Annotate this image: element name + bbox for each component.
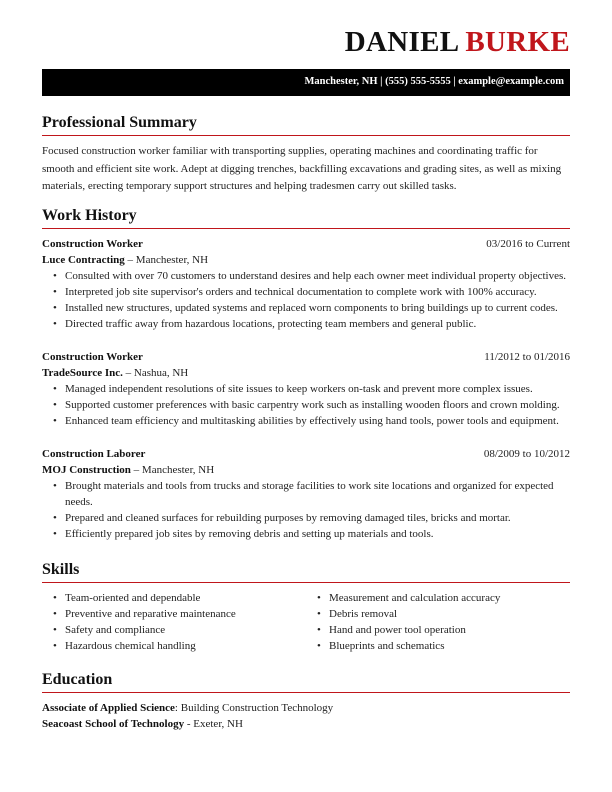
- job-entry: [42, 236, 570, 332]
- section-heading: Skills: [42, 561, 570, 583]
- skill-item: • Measurement and calculation accuracy: [306, 590, 570, 606]
- job-bullet: • Enhanced team efficiency and multitasking abilities by effectively using hand tools, power tools and equipment.: [42, 413, 570, 429]
- skill-item: • Hazardous chemical handling: [42, 638, 306, 654]
- summary-text: Focused construction worker familiar with transporting supplies, operating machines and coordinating traffic for smooth and efficient site work. Adept at digging trenches, backfilling excavations and grading sites, as well as mixing materials, erecting temporary support structures and helping tradesmen carry out skilled tasks.: [42, 145, 562, 192]
- degree-line: [42, 700, 570, 716]
- job-dates: 08/2009 to 10/2012: [483, 448, 570, 460]
- job-title: Construction Worker: [42, 351, 143, 363]
- last-name: BURKE: [465, 26, 570, 58]
- skill-item: • Debris removal: [306, 606, 570, 622]
- degree: Associate of Applied Science: [42, 702, 175, 714]
- job-title: Construction Laborer: [42, 448, 146, 460]
- job-title: Construction Worker: [42, 238, 143, 250]
- job-location: – Nashua, NH: [122, 367, 189, 379]
- section-heading: Education: [42, 671, 570, 693]
- job-bullet: • Supported customer preferences with basic carpentry work such as installing wooden floors and crown molding.: [42, 397, 570, 413]
- skill-item: • Safety and compliance: [42, 622, 306, 638]
- skill-item: • Preventive and reparative maintenance: [42, 606, 306, 622]
- skills-section: [42, 561, 570, 654]
- job-bullet: • Installed new structures, updated systems and replaced worn components to bring buildings up to current codes.: [42, 300, 570, 316]
- skill-item: • Hand and power tool operation: [306, 622, 570, 638]
- company: MOJ Construction: [42, 464, 131, 476]
- first-name: DANIEL: [344, 26, 458, 58]
- section-heading: Professional Summary: [42, 114, 570, 136]
- company: TradeSource Inc.: [42, 367, 123, 379]
- company: Luce Contracting: [42, 254, 125, 266]
- job-entry: [42, 446, 570, 542]
- job-bullet: • Consulted with over 70 customers to understand desires and help each owner meet individual property objectives.: [42, 268, 570, 284]
- job-location: – Manchester, NH: [124, 254, 209, 266]
- job-dates: 11/2012 to 01/2016: [484, 351, 570, 363]
- field: : Building Construction Technology: [174, 702, 334, 714]
- section-heading: Work History: [42, 207, 570, 229]
- skills-list-right: [306, 590, 570, 654]
- job-bullet: • Managed independent resolutions of site issues to keep workers on-task and prevent more complex issues.: [42, 381, 570, 397]
- skill-item: • Team-oriented and dependable: [42, 590, 306, 606]
- job-dates: 03/2016 to Current: [486, 238, 570, 250]
- job-bullet: • Prepared and cleaned surfaces for rebuilding purposes by removing damaged tiles, bricks and mortar.: [42, 510, 570, 526]
- contact-bar: Manchester, NH | (555) 555-5555 | example@example.com: [42, 69, 570, 96]
- skills-list-left: [42, 590, 306, 654]
- skill-item: • Blueprints and schematics: [306, 638, 570, 654]
- job-bullet: • Efficiently prepared job sites by removing debris and setting up materials and tools.: [42, 526, 570, 542]
- candidate-name: [345, 26, 570, 59]
- school: Seacoast School of Technology: [42, 718, 185, 730]
- job-bullet: • Directed traffic away from hazardous locations, protecting team members and general public.: [42, 316, 570, 332]
- education-section: [42, 671, 570, 732]
- summary-section: [42, 114, 570, 196]
- job-bullet: • Brought materials and tools from trucks and storage facilities to work site locations and organized for expected needs.: [42, 478, 570, 510]
- school-line: [42, 716, 570, 732]
- school-location: - Exeter, NH: [184, 718, 243, 730]
- job-entry: [42, 349, 570, 429]
- job-bullet: • Interpreted job site supervisor's orders and technical documentation to complete work with 100% accuracy.: [42, 284, 570, 300]
- work-history-section: [42, 207, 570, 559]
- job-location: – Manchester, NH: [130, 464, 215, 476]
